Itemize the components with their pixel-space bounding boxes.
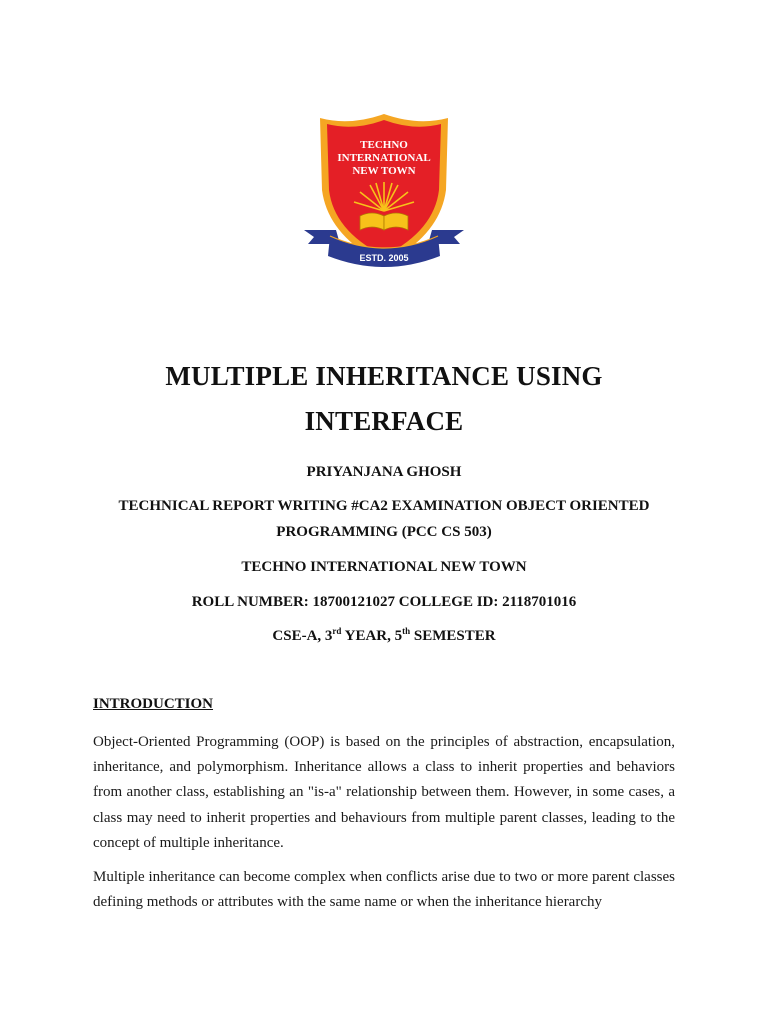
document-title-line1: MULTIPLE INHERITANCE USING [165,361,603,391]
college-name: TECHNO INTERNATIONAL NEW TOWN [241,559,527,575]
logo-text-line3: NEW TOWN [352,165,416,177]
document-title-line2: INTERFACE [304,406,464,436]
class-year-semester [0,627,768,645]
report-title-line1: TECHNICAL REPORT WRITING #CA2 EXAMINATION OBJECT ORIENTED [118,498,650,514]
roll-and-college-id: ROLL NUMBER: 18700121027 COLLEGE ID: 2118701016 [191,594,577,610]
introduction-paragraph-2: Multiple inheritance can become complex when conflicts arise due to two or more parent classes defining methods or attributes with the same name or when the inheritance hierarchy [93,869,675,911]
logo-text-line2: INTERNATIONAL [337,152,431,164]
introduction-paragraph-1: Object-Oriented Programming (OOP) is based on the principles of abstraction, encapsulation, inheritance, and polymorphism. Inheritance allows a class to inherit properties and behaviors from another class, establishing an "is-a" relationship between them. However, in some cases, a class may need to inherit properties and behaviours from multiple parent classes, leading to the concept of multiple inheritance. [93,734,675,851]
class-sup-th: th [402,626,411,636]
introduction-heading: INTRODUCTION [93,696,214,712]
logo-text-line1: TECHNO [360,139,408,151]
report-title-line2: PROGRAMMING (PCC CS 503) [276,524,492,540]
class-prefix: CSE-A, 3 [272,628,333,644]
author-name: PRIYANJANA GHOSH [306,464,462,480]
class-sup-rd: rd [332,626,342,636]
shield-crest-icon [300,108,468,288]
logo-banner-text: ESTD. 2005 [359,253,409,263]
class-suffix: SEMESTER [410,628,496,644]
class-mid: YEAR, 5 [341,628,403,644]
college-logo [300,108,468,288]
